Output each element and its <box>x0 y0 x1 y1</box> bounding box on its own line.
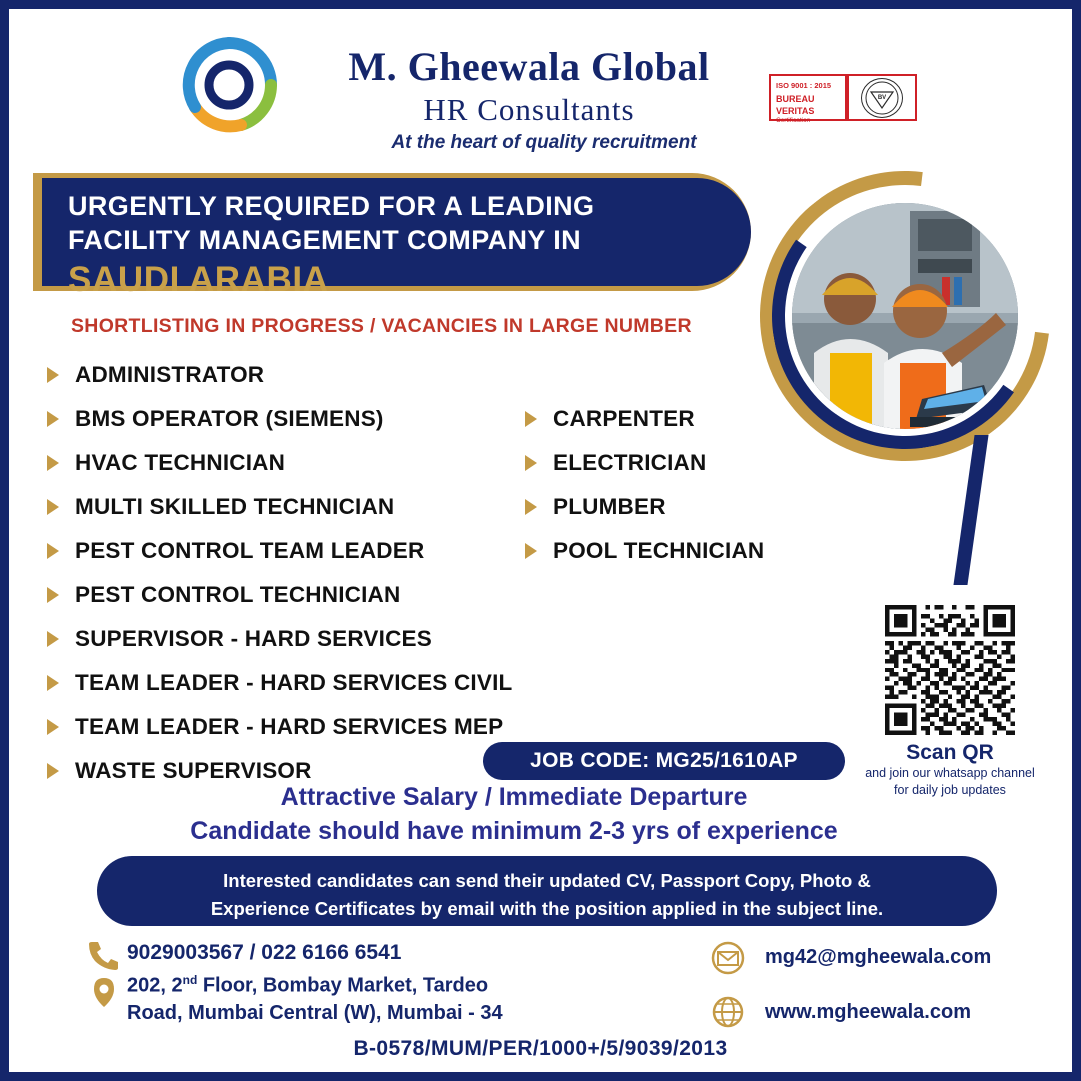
job-title: POOL TECHNICIAN <box>553 538 765 563</box>
headline-line-2: FACILITY MANAGEMENT COMPANY IN <box>68 224 582 255</box>
email-icon <box>711 941 745 975</box>
location-pin-icon <box>87 975 121 1009</box>
job-title: HVAC TECHNICIAN <box>75 450 286 475</box>
job-list-item <box>45 661 515 705</box>
technicians-photo <box>792 203 1018 429</box>
brand-subname: HR Consultants <box>423 92 635 127</box>
headline-banner <box>33 173 751 299</box>
job-title: BMS OPERATOR (SIEMENS) <box>75 406 384 431</box>
job-title: WASTE SUPERVISOR <box>75 758 312 783</box>
iso-certification-badge <box>769 74 847 125</box>
poster-inner <box>9 9 1072 1072</box>
job-title: ADMINISTRATOR <box>75 362 265 387</box>
job-list-item <box>523 529 853 573</box>
arrow-right-icon <box>45 586 63 604</box>
application-instructions-line-2: Experience Certificates by email with the position applied in the subject line. <box>210 897 884 919</box>
shortlisting-notice: SHORTLISTING IN PROGRESS / VACANCIES IN LARGE NUMBER <box>71 315 692 337</box>
job-title: PLUMBER <box>553 494 666 519</box>
qr-code-icon[interactable] <box>885 605 1015 735</box>
job-list-item <box>45 397 515 441</box>
headline-line-1: URGENTLY REQUIRED FOR A LEADING <box>68 191 595 221</box>
job-list-item <box>523 441 853 485</box>
job-title: SUPERVISOR - HARD SERVICES <box>75 626 432 651</box>
globe-icon <box>711 995 745 1029</box>
qr-title: Scan QR <box>906 741 994 764</box>
application-instructions-line-1: Interested candidates can send their updated CV, Passport Copy, Photo & <box>223 870 871 891</box>
job-list-item <box>45 705 515 749</box>
bureau-veritas-badge <box>847 74 917 121</box>
contact-website[interactable]: www.mgheewala.com <box>765 1001 971 1023</box>
job-list-left <box>45 353 515 793</box>
arrow-right-icon <box>523 542 541 560</box>
qr-block <box>857 605 1043 798</box>
job-title: CARPENTER <box>553 406 695 431</box>
iso-standard: ISO 9001 : 2015 <box>776 81 832 90</box>
license-number: B-0578/MUM/PER/1000+/5/9039/2013 <box>353 1037 728 1060</box>
arrow-right-icon <box>45 630 63 648</box>
job-list-right <box>523 397 853 573</box>
arrow-right-icon <box>45 542 63 560</box>
arrow-right-icon <box>45 366 63 384</box>
job-list-item <box>45 441 515 485</box>
job-title: MULTI SKILLED TECHNICIAN <box>75 494 395 519</box>
address-line-2: Road, Mumbai Central (W), Mumbai - 34 <box>127 1001 503 1024</box>
arrow-right-icon <box>45 410 63 428</box>
arrow-right-icon <box>523 410 541 428</box>
iso-authority: BUREAU VERITAS <box>776 94 815 117</box>
job-title: PEST CONTROL TEAM LEADER <box>75 538 425 563</box>
brand-name: M. Gheewala Global <box>348 44 710 89</box>
address-line-1-b: Floor, Bombay Market, Tardeo <box>197 974 489 997</box>
job-title: TEAM LEADER - HARD SERVICES CIVIL <box>75 670 513 695</box>
svg-text:BV: BV <box>877 94 887 101</box>
arrow-right-icon <box>45 674 63 692</box>
contact-address <box>127 972 557 1027</box>
arrow-right-icon <box>45 762 63 780</box>
offer-line-1: Attractive Salary / Immediate Departure <box>280 783 748 811</box>
job-title: TEAM LEADER - HARD SERVICES MEP <box>75 714 504 739</box>
job-list-item <box>523 397 853 441</box>
company-logo-icon <box>181 37 277 133</box>
application-instructions <box>97 856 997 926</box>
job-code-badge: JOB CODE: MG25/1610AP <box>483 742 845 780</box>
headline-country: SAUDI ARABIA <box>68 259 329 299</box>
job-list-item <box>45 617 515 661</box>
arrow-right-icon <box>523 498 541 516</box>
job-title: ELECTRICIAN <box>553 450 707 475</box>
phone-icon <box>85 937 119 971</box>
qr-subtitle-line-2: for daily job updates <box>894 782 1006 797</box>
offer-line-2: Candidate should have minimum 2-3 yrs of experience <box>190 817 838 845</box>
arrow-right-icon <box>45 718 63 736</box>
job-title: PEST CONTROL TECHNICIAN <box>75 582 401 607</box>
arrow-right-icon <box>523 454 541 472</box>
header <box>9 9 1072 167</box>
brand-tagline: At the heart of quality recruitment <box>391 132 697 153</box>
job-list-item <box>45 573 515 617</box>
qr-subtitle-line-1: and join our whatsapp channel <box>865 766 1035 780</box>
address-ordinal: nd <box>182 973 198 987</box>
arrow-right-icon <box>45 498 63 516</box>
headline-banner-body <box>42 178 751 299</box>
brand-block <box>294 43 764 128</box>
swirl-tail-shape <box>953 435 1081 585</box>
job-list-item <box>45 529 515 573</box>
contact-email[interactable]: mg42@mgheewala.com <box>765 946 992 968</box>
iso-certification-label: Certification <box>776 117 811 125</box>
arrow-right-icon <box>45 454 63 472</box>
job-list-item <box>45 485 515 529</box>
job-list-item <box>45 353 515 397</box>
bureau-veritas-seal-icon <box>861 78 903 118</box>
contact-phone: 9029003567 / 022 6166 6541 <box>127 941 402 964</box>
job-list-item <box>523 485 853 529</box>
address-line-1-a: 202, 2 <box>127 974 183 997</box>
